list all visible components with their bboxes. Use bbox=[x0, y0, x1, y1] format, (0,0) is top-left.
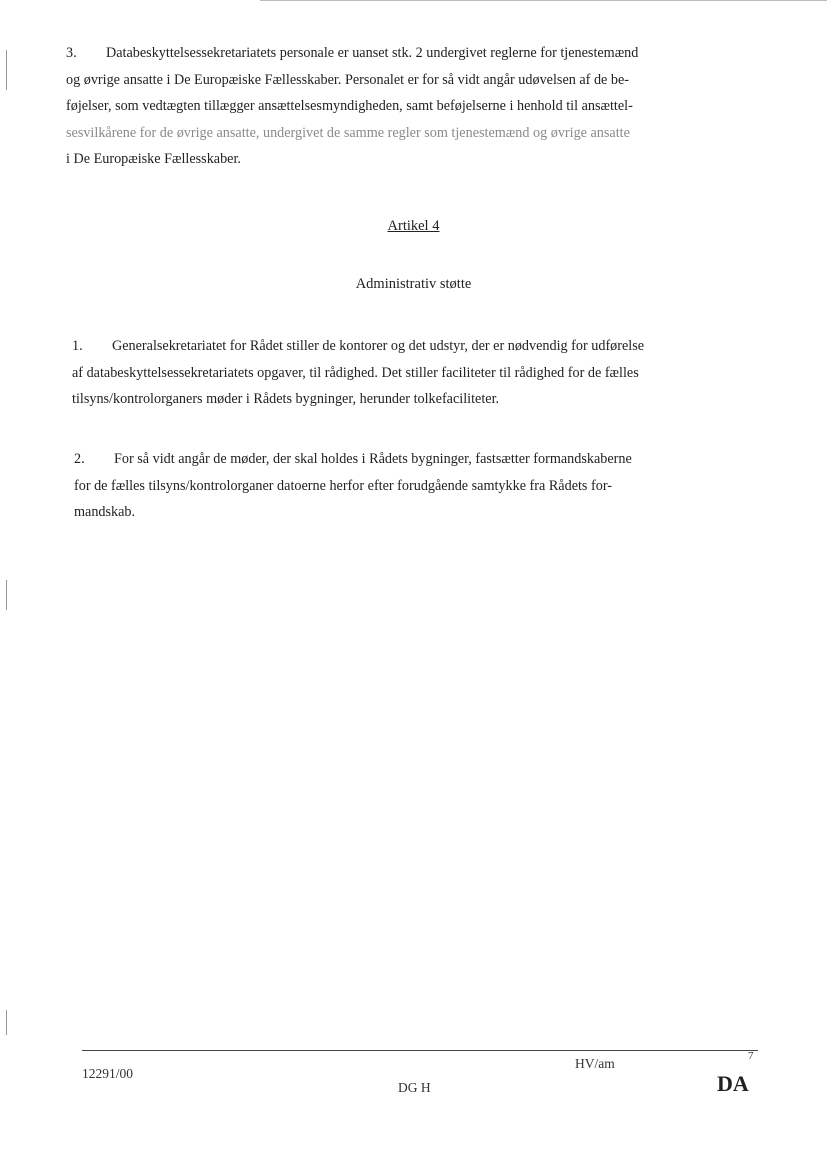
paragraph-line: og øvrige ansatte i De Europæiske Fællesskaber. Personalet er for så vidt angår udøvelsen af de be- bbox=[66, 71, 630, 88]
paragraph-line: i De Europæiske Fællesskaber. bbox=[66, 151, 241, 167]
paragraph-line: af databeskyttelsessekretariatets opgaver, til rådighed. Det stiller faciliteter til rådighed for de fælles bbox=[72, 364, 639, 381]
paragraph-line: for de fælles tilsyns/kontrolorganer datoerne herfor efter forudgående samtykke fra Rådets for- bbox=[74, 477, 612, 494]
scan-margin-mark bbox=[6, 580, 7, 610]
language-code: DA bbox=[717, 1071, 749, 1096]
paragraph-number: 3. bbox=[66, 45, 77, 61]
page-number: 7 bbox=[748, 1050, 754, 1062]
paragraph-2 bbox=[74, 446, 764, 526]
paragraph-3 bbox=[66, 40, 756, 173]
paragraph-line: tilsyns/kontrolorganers møder i Rådets bygninger, herunder tolkefaciliteter. bbox=[72, 391, 500, 407]
document-number: 12291/00 bbox=[82, 1066, 134, 1081]
article-title: Artikel 4 bbox=[387, 218, 440, 234]
footer-rule bbox=[82, 1050, 758, 1051]
directorate-general: DG H bbox=[398, 1080, 431, 1095]
paragraph-line: 3. Databeskyttelsessekretariatets personale er uanset stk. 2 undergivet reglerne for tjenestemænd bbox=[66, 40, 756, 67]
paragraph-number: 1. bbox=[72, 338, 83, 354]
scan-margin-mark bbox=[6, 50, 7, 90]
paragraph-line: 1. Generalsekretariatet for Rådet stiller de kontorer og det udstyr, der er nødvendig for udførelse bbox=[72, 333, 762, 360]
paragraph-line: sesvilkårene for de øvrige ansatte, undergivet de samme regler som tjenestemænd og øvrige ansatte bbox=[66, 124, 630, 141]
scan-top-edge bbox=[260, 0, 827, 1]
paragraph-line: 2. For så vidt angår de møder, der skal holdes i Rådets bygninger, fastsætter formandskaberne bbox=[74, 446, 764, 473]
paragraph-number: 2. bbox=[74, 451, 85, 467]
paragraph-line: føjelser, som vedtægten tillægger ansættelsesmyndigheden, samt beføjelserne i henhold til ansættel- bbox=[66, 98, 633, 114]
article-subtitle: Administrativ støtte bbox=[355, 276, 472, 292]
author-initials: HV/am bbox=[575, 1056, 615, 1071]
scan-margin-mark bbox=[6, 1010, 7, 1035]
paragraph-line: mandskab. bbox=[74, 504, 136, 520]
paragraph-1 bbox=[72, 333, 762, 413]
